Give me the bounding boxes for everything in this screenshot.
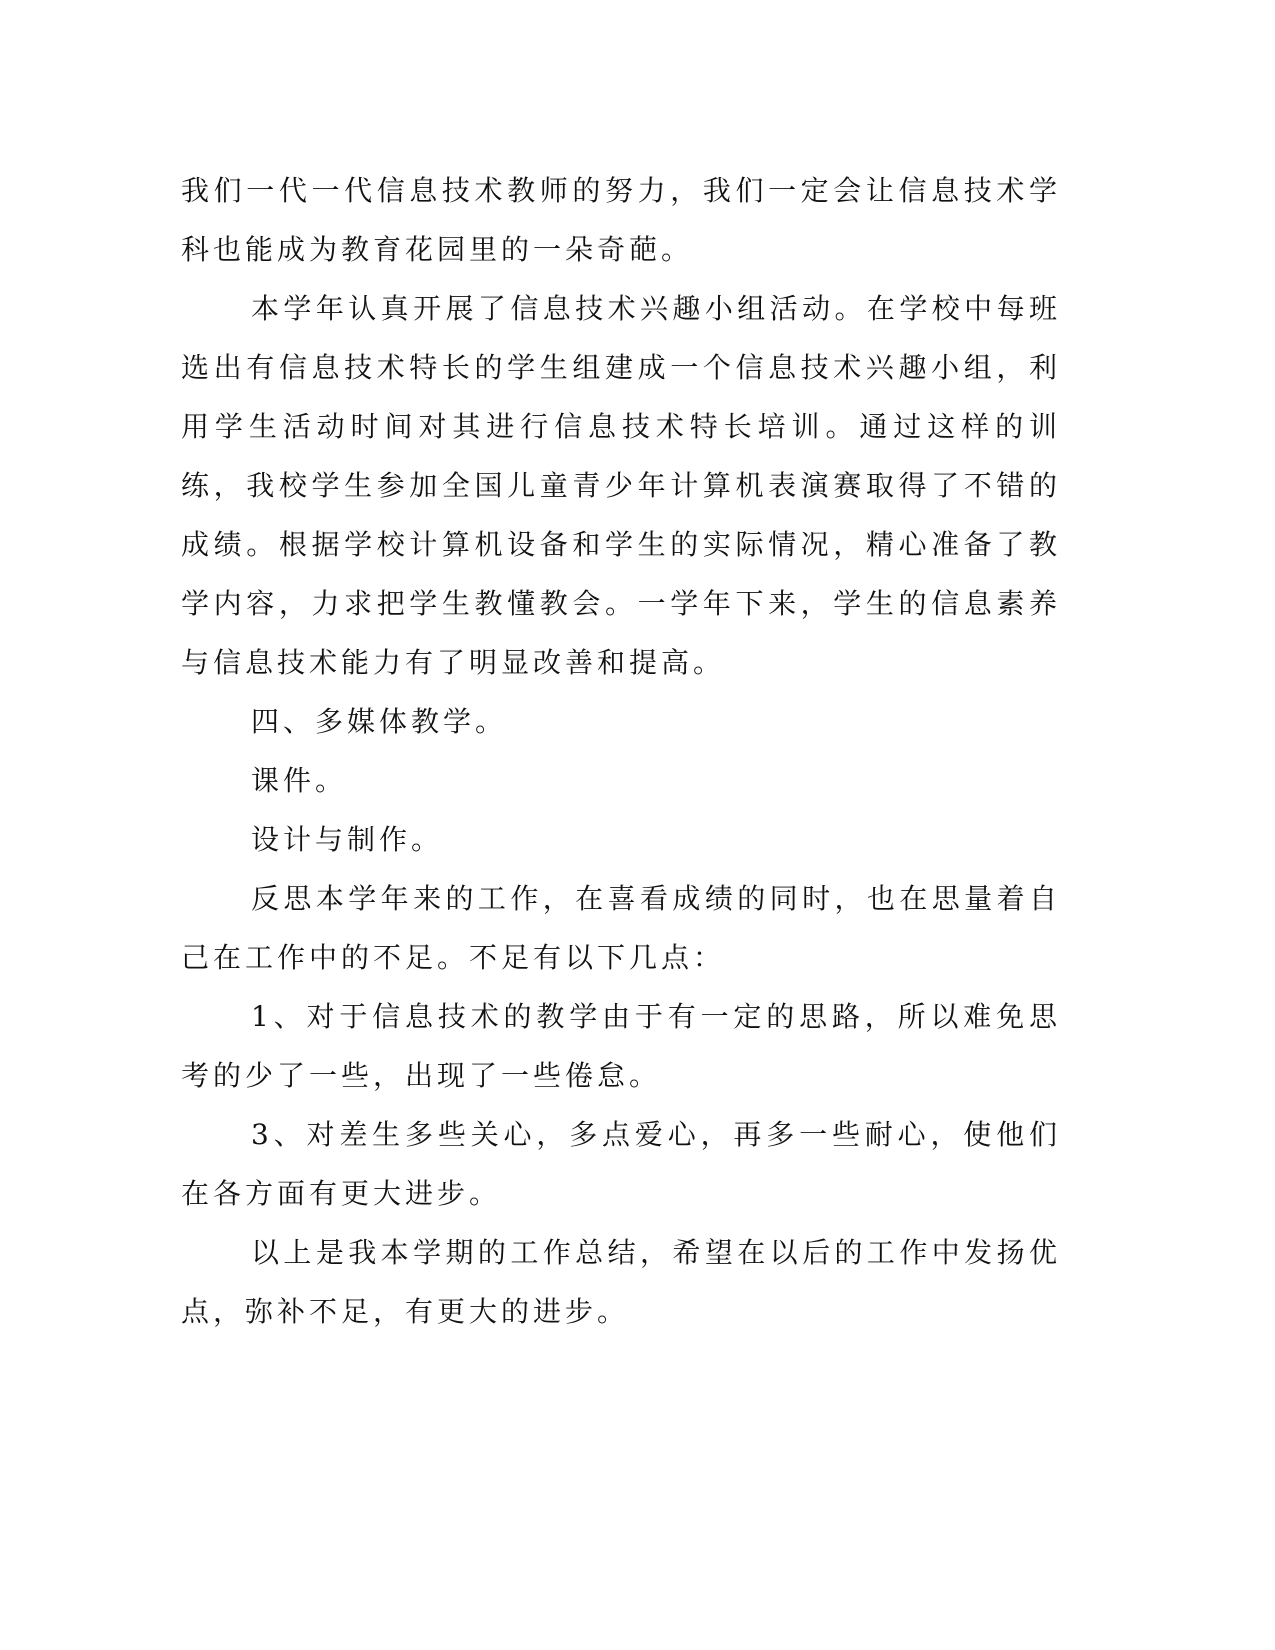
paragraph-continuation: 我们一代一代信息技术教师的努力，我们一定会让信息技术学科也能成为教育花园里的一朵奇葩。 (181, 174, 1061, 266)
list-item-3: 3、对差生多些关心，多点爱心，再多一些耐心，使他们在各方面有更大进步。 (181, 1118, 1061, 1210)
list-item-1: 1、对于信息技术的教学由于有一定的思路，所以难免思考的少了一些，出现了一些倦怠。 (181, 1000, 1061, 1092)
heading-design-production: 设计与制作。 (251, 823, 444, 856)
paragraph-interest-group: 本学年认真开展了信息技术兴趣小组活动。在学校中每班选出有信息技术特长的学生组建成一个信息技术兴趣小组，利用学生活动时间对其进行信息技术特长培训。通过这样的训练，我校学生参加全国儿童青少年计算机表演赛取得了不错的成绩。根据学校计算机设备和学生的实际情况，精心准备了教学内容，力求把学生教懂教会。一学年下来，学生的信息素养与信息技术能力有了明显改善和提高。 (181, 292, 1061, 679)
heading-multimedia-teaching: 四、多媒体教学。 (251, 705, 508, 738)
paragraph-conclusion: 以上是我本学期的工作总结，希望在以后的工作中发扬优点，弥补不足，有更大的进步。 (181, 1236, 1061, 1328)
paragraph-reflection: 反思本学年来的工作，在喜看成绩的同时，也在思量着自己在工作中的不足。不足有以下几点： (181, 882, 1061, 974)
heading-courseware: 课件。 (251, 764, 348, 797)
document-body (181, 161, 1061, 1341)
